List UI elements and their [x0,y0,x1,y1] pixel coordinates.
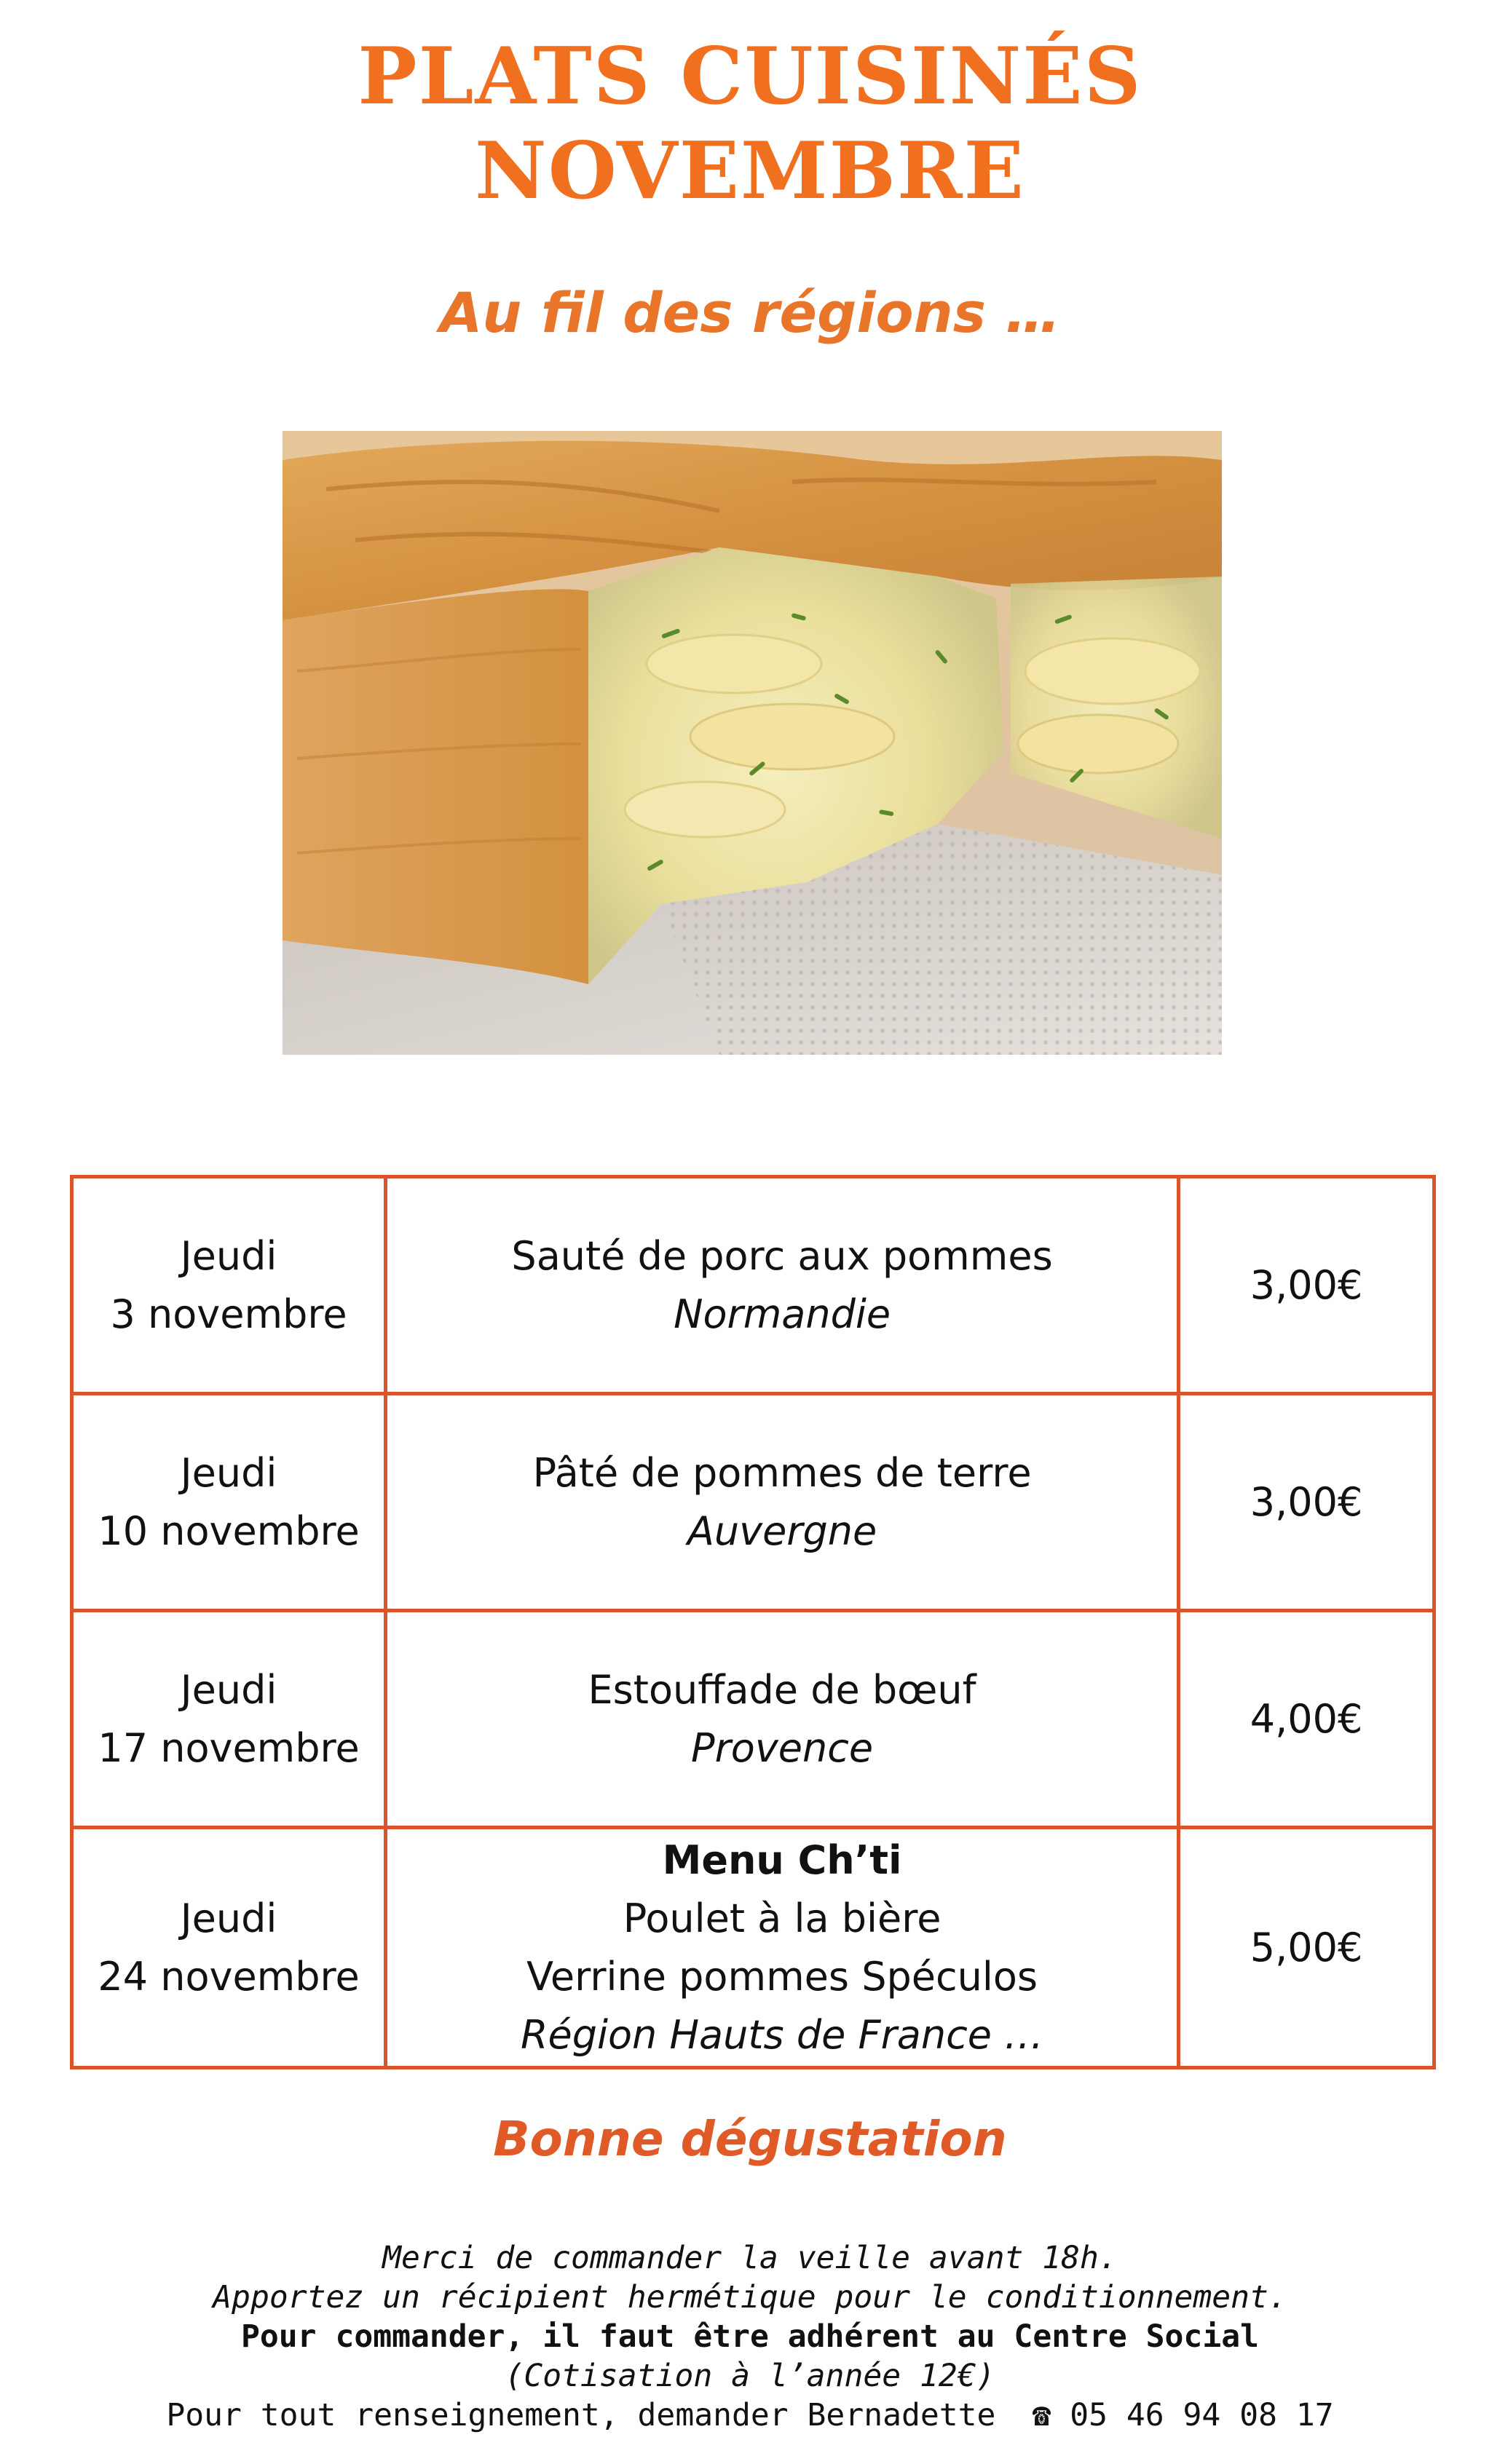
title-line-1: PLATS CUISINÉS [358,31,1142,122]
dish-name: Sauté de porc aux pommes [511,1232,1053,1279]
day-label: Jeudi [180,1232,277,1279]
dish-name: Estouffade de bœuf [588,1666,976,1713]
price-cell: 3,00€ [1179,1177,1434,1394]
region-label: Auvergne [687,1508,877,1554]
table-row [72,1828,1434,2068]
phone-icon: ☎ [1032,2397,1051,2433]
region-label: Région Hauts de France … [521,2011,1044,2058]
dessert-name: Verrine pommes Spéculos [526,1953,1038,2000]
footer-membership-note: Pour commander, il faut être adhérent au Centre Social [241,2318,1259,2355]
table-row [72,1611,1434,1828]
footer-contact-text: Pour tout renseignement, demander Bernadette [166,2397,996,2433]
closing-message: Bonne dégustation [493,2111,1007,2167]
footer-contact-line [0,2396,1500,2435]
date-label: 10 novembre [98,1508,360,1554]
dish-cell [386,1611,1179,1828]
footer-order-deadline: Merci de commander la veille avant 18h. [382,2240,1118,2276]
dish-cell [386,1828,1179,2068]
price-cell: 3,00€ [1179,1394,1434,1611]
date-cell [72,1177,386,1394]
phone-number: 05 46 94 08 17 [1070,2397,1334,2433]
table-row [72,1177,1434,1394]
date-label: 24 novembre [98,1953,360,2000]
day-label: Jeudi [180,1666,277,1713]
menu-table [70,1175,1436,2069]
region-label: Provence [691,1724,874,1771]
price-cell: 5,00€ [1179,1828,1434,2068]
potato-pie-photo [283,431,1222,1055]
subtitle: Au fil des régions … [439,280,1061,345]
table-row [72,1394,1434,1611]
menu-title: Menu Ch’ti [662,1837,902,1883]
dish-cell [386,1177,1179,1394]
date-cell [72,1611,386,1828]
dish-name: Poulet à la bière [623,1895,942,1941]
title-line-2: NOVEMBRE [475,125,1025,217]
date-cell [72,1394,386,1611]
dish-cell [386,1394,1179,1611]
footer [0,2238,1500,2435]
date-cell [72,1828,386,2068]
footer-container-note: Apportez un récipient hermétique pour le conditionnement. [213,2279,1287,2316]
date-label: 3 novembre [110,1291,347,1337]
price-cell: 4,00€ [1179,1611,1434,1828]
date-label: 17 novembre [98,1724,360,1771]
day-label: Jeudi [180,1895,277,1941]
footer-fee-note: (Cotisation à l’année 12€) [505,2358,995,2394]
region-label: Normandie [674,1291,891,1337]
dish-name: Pâté de pommes de terre [532,1449,1032,1496]
day-label: Jeudi [180,1449,277,1496]
